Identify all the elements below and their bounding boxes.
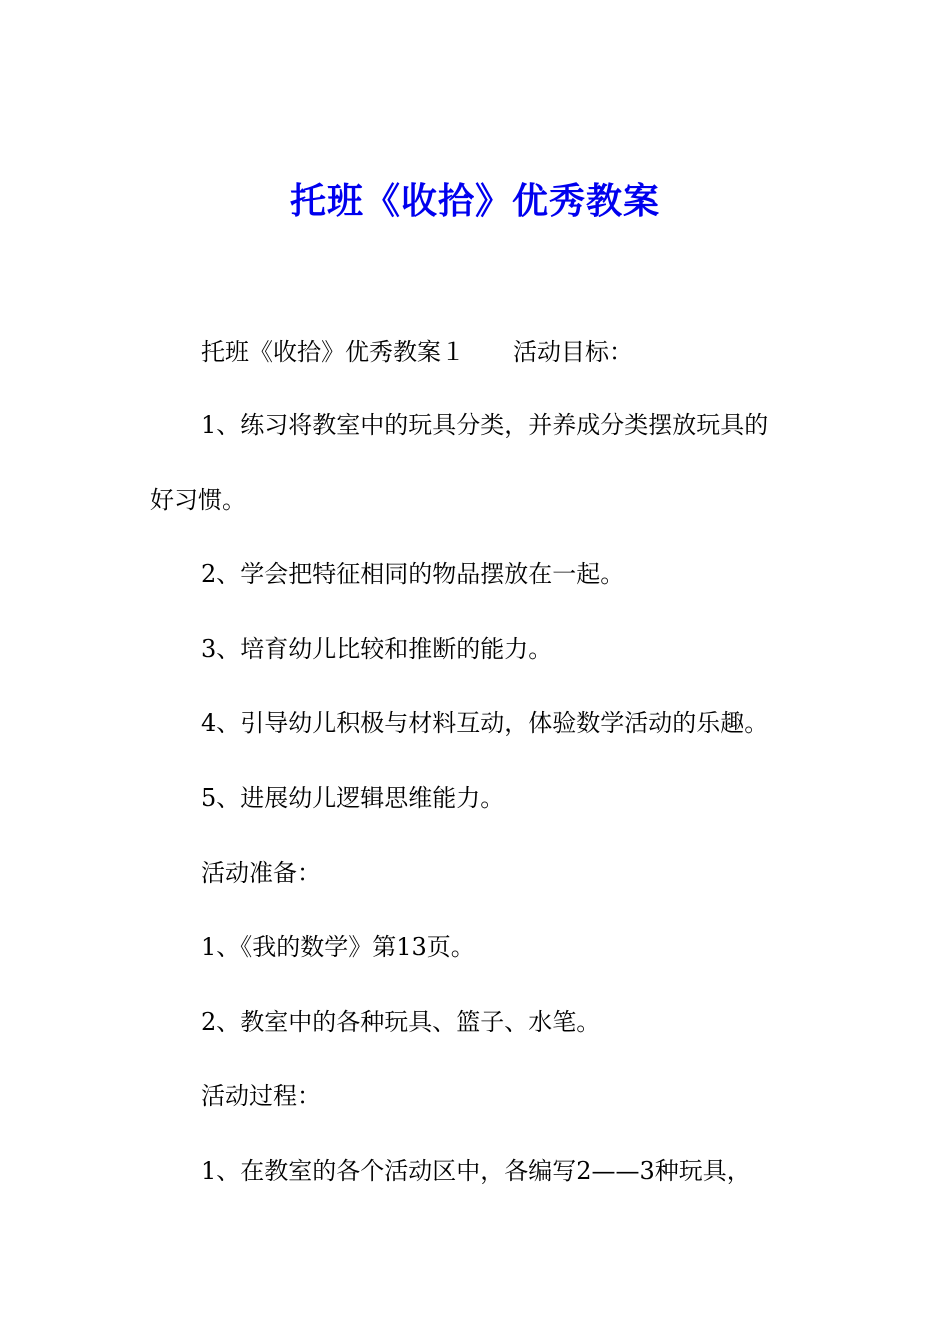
document-title: 托班《收拾》优秀教案: [289, 181, 660, 222]
paragraph-objective-2: 2、学会把特征相同的物品摆放在一起。: [201, 560, 625, 588]
paragraph-preparation-1: 1、《我的数学》第13页。: [201, 933, 475, 961]
paragraph-objective-4: 4、引导幼儿积极与材料互动，体验数学活动的乐趣。: [201, 709, 769, 737]
paragraph-preparation-2: 2、教室中的各种玩具、篮子、水笔。: [201, 1008, 601, 1036]
paragraph-heading-process: 活动过程：: [201, 1082, 321, 1110]
paragraph-objective-3: 3、培育幼儿比较和推断的能力。: [201, 635, 553, 663]
paragraph-heading-objectives: 托班《收拾》优秀教案１ 活动目标：: [201, 338, 633, 366]
paragraph-process-1: 1、在教室的各个活动区中，各编写2——3种玩具，: [201, 1157, 751, 1185]
paragraph-objective-1-continued: 好习惯。: [150, 486, 246, 514]
paragraph-heading-preparation: 活动准备：: [201, 859, 321, 887]
paragraph-objective-5: 5、进展幼儿逻辑思维能力。: [201, 784, 505, 812]
paragraph-objective-1: 1、练习将教室中的玩具分类，并养成分类摆放玩具的: [201, 411, 769, 439]
